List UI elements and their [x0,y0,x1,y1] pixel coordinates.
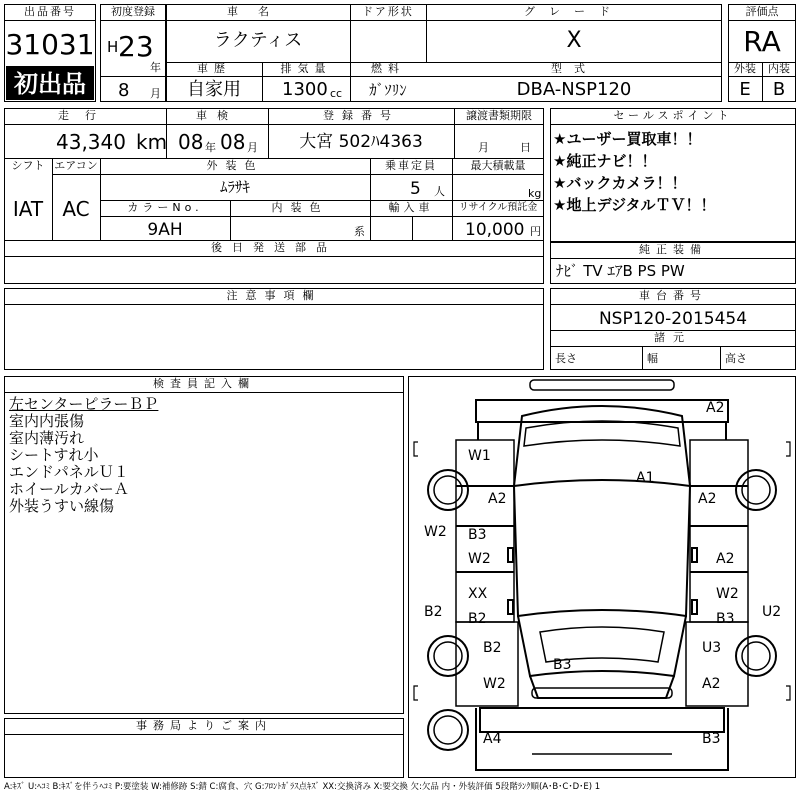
ac: AC [62,197,90,221]
inspector-label: 検査員記入欄 [153,377,255,390]
month-unit: 月 [150,87,161,100]
mark-right-w2: W2 [716,586,739,602]
max-load-label: 最大積載量 [470,159,526,172]
width-label: 幅 [647,352,658,365]
capacity: 5 [410,179,421,199]
sales-point-1: ★ユーザー買取車！！ [553,130,702,148]
recycle-unit: 円 [530,225,541,238]
mark-right-b3: B3 [716,611,735,627]
inspector-line-6: ホイールカバーＡ [9,480,129,498]
max-load-unit: kg [528,187,542,200]
inspector-line-2: 室内内張傷 [9,412,85,430]
mark-right-rear-a2: A2 [702,676,721,692]
inspector-line-5: エンドパネルＵ１ [9,463,129,481]
inspection-month-unit: 月 [247,141,258,154]
mark-right-front: A2 [698,491,717,507]
inspection-year-unit: 年 [205,141,216,154]
mark-bottom-left-a4: A4 [483,731,502,747]
mark-hood-b3: B3 [553,657,572,673]
door-type-label: ドア形状 [362,5,414,18]
fuel: ｶﾞｿﾘﾝ [369,81,407,99]
import-label: 輸入車 [388,201,434,214]
mileage-unit: km [136,130,168,154]
interior-grade: B [772,79,786,100]
capacity-label: 乗車定員 [385,159,437,172]
car-diagram [408,376,796,778]
reg-no: 大宮 502ﾊ4363 [299,132,423,152]
specs-label: 諸元 [654,331,692,344]
color-no: 9AH [147,220,183,240]
inspection-label: 車検 [196,109,238,122]
recycle-label: リサイクル預託金 [458,202,538,213]
office-label: 事務局よりご案内 [136,719,272,732]
mark-roof: A1 [636,470,655,486]
recycle: 10,000 [465,220,525,240]
sales-point-2: ★純正ナビ！！ [553,152,657,170]
grade-label: グレード [524,5,624,18]
notes-label: 注意事項欄 [226,289,322,302]
ext-color: ﾑﾗｻｷ [219,178,250,196]
legend: A:ｷｽﾞ U:ﾍｺﾐ B:ｷｽﾞを伴うﾍｺﾐ P:要塗装 W:補修跡 S:錆 C:腐食、穴 G:ﾌﾛﾝﾄｶﾞﾗｽ点ｷｽﾞ XX:交換済み X:要交換 欠:欠品 内・外装評価 5段階ﾗﾝｸ順(A･B･C･D･E) 1 [4,782,601,792]
int-color-unit: 系 [354,225,365,238]
score-label: 評価点 [745,5,779,18]
first-listing-badge: 初出品 [6,66,94,100]
mark-right-rear-u3: U3 [702,640,722,656]
chassis-label: 車台番号 [639,289,707,302]
transfer-day-unit: 日 [520,141,531,154]
mark-left-door-b3: B3 [468,527,487,543]
year-unit: 年 [150,61,161,74]
history: 自家用 [187,79,241,100]
shift: IAT [12,197,44,221]
mark-front-left-w: W1 [468,448,491,464]
mileage-label: 走行 [58,109,112,122]
shift-label: シフト [11,159,45,172]
inspector-line-4: シートすれ小 [9,446,99,464]
fuel-label: 燃料 [371,62,405,75]
exterior-label: 外装 [734,62,756,75]
inspector-line-7: 外装うすい線傷 [9,497,115,515]
car-name: ラクティス [213,30,303,51]
inspection-month: 08 [220,130,246,154]
first-reg-month: 8 [118,80,130,101]
sales-points-label: セールスポイント [613,109,733,122]
lot-number: 31031 [5,28,95,61]
sales-point-3: ★バックカメラ！！ [553,174,687,192]
mark-left-rear-w2: W2 [483,676,506,692]
score: RA [743,25,781,58]
reg-no-label: 登録番号 [323,109,399,122]
model-code-label: 型式 [551,62,597,75]
transfer-month-unit: 月 [478,141,489,154]
int-color-label: 内装色 [271,201,329,214]
mileage: 43,340 [56,130,126,154]
mark-left-front: A2 [488,491,507,507]
interior-label: 内装 [768,62,790,75]
displacement-label: 排気量 [280,62,332,75]
first-reg-year: 23 [118,30,154,63]
model-code: DBA-NSP120 [516,79,632,100]
lot-number-label: 出品番号 [24,5,76,18]
exterior-grade: E [739,79,751,100]
first-reg-label: 初度登録 [111,5,155,18]
color-no-label: カラーNo. [127,201,203,214]
mark-left-rear-b2: B2 [483,640,502,656]
mark-left-b2: B2 [468,611,487,627]
sales-point-4: ★地上デジタルＴＶ！！ [553,196,716,214]
mark-rear-top: A2 [706,400,725,416]
mark-right-side-u2: U2 [762,604,782,620]
history-label: 車歴 [197,62,231,75]
grade: X [566,28,582,53]
inspector-line-3: 室内薄汚れ [9,429,85,447]
mark-left-side-b2: B2 [424,604,443,620]
mark-left-xx: XX [468,586,488,602]
chassis-number: NSP120-2015454 [598,309,748,329]
equipment-label: 純正装備 [639,243,707,256]
era-prefix: H [107,38,119,56]
parts-label: 後日発送部品 [211,241,337,254]
capacity-unit: 人 [434,185,445,198]
ac-label: エアコン [54,159,98,172]
height-label: 高さ [725,352,747,365]
inspector-line-1: 左センターピラーＢＰ [9,395,159,413]
mark-left-door-w2: W2 [468,551,491,567]
ext-color-label: 外装色 [206,159,264,172]
mark-bottom-right-b3: B3 [702,731,721,747]
length-label: 長さ [555,352,577,365]
mark-right-door-a2: A2 [716,551,735,567]
mark-left-pillar: W2 [424,524,447,540]
equipment-value: ﾅﾋﾞ TV ｴｱB PS PW [556,262,685,280]
displacement: 1300 [282,79,328,100]
transfer-label: 譲渡書類期限 [466,109,532,122]
car-name-label: 車名 [227,5,289,18]
inspection-year: 08 [178,130,204,154]
displacement-unit: cc [330,87,343,100]
